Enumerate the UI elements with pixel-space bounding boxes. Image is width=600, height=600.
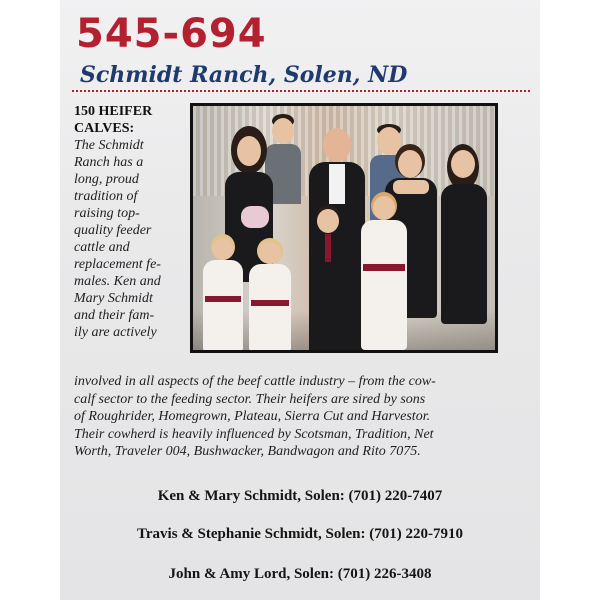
- intro-line: Ranch has a: [74, 155, 144, 170]
- intro-line: ily are actively: [74, 325, 157, 340]
- description-line: Worth, Traveler 004, Bushwacker, Bandwagon and Rito 7075.: [74, 444, 421, 459]
- description-line: of Roughrider, Homegrown, Plateau, Sierra Cut and Harvestor.: [74, 409, 431, 424]
- description-line: calf sector to the feeding sector. Their heifers are sired by sons: [74, 391, 426, 407]
- description-line: Their cowherd is heavily influenced by Scotsman, Tradition, Net: [74, 426, 434, 442]
- description-line: involved in all aspects of the beef cattle industry – from the cow-: [74, 374, 436, 389]
- photo-person: [435, 144, 491, 324]
- intro-line: quality feeder: [74, 223, 152, 238]
- lot-number: 545-694: [76, 11, 267, 57]
- description-text: [74, 373, 530, 461]
- photo-person: [247, 238, 293, 350]
- intro-line: The Schmidt: [74, 138, 144, 153]
- contact-line: John & Amy Lord, Solen: (701) 226-3408: [168, 566, 432, 582]
- contact-line: Ken & Mary Schmidt, Solen: (701) 220-7407: [157, 488, 443, 504]
- family-photo-image: [193, 106, 495, 350]
- intro-line: raising top-: [74, 206, 140, 221]
- intro-line: long, proud: [74, 172, 139, 187]
- photo-person: [359, 192, 409, 350]
- photo-person: [201, 234, 245, 349]
- intro-heading: 150 HEIFER CALVES:: [74, 104, 153, 136]
- intro-line: cattle and: [74, 240, 130, 255]
- intro-line: Mary Schmidt: [74, 291, 153, 306]
- ranch-ad-page: [60, 0, 540, 600]
- dotted-divider: [72, 90, 530, 92]
- photo-person: [307, 206, 349, 350]
- intro-line: tradition of: [74, 189, 138, 204]
- ranch-name: Schmidt Ranch, Solen, ND: [80, 62, 408, 88]
- intro-line: and their fam-: [74, 308, 155, 323]
- intro-line: males. Ken and: [74, 274, 161, 289]
- intro-block: [74, 103, 186, 341]
- intro-text: [74, 137, 186, 341]
- family-photo: [190, 103, 498, 353]
- contact-line: Travis & Stephanie Schmidt, Solen: (701) 220-7910: [137, 526, 463, 542]
- intro-line: replacement fe-: [74, 257, 161, 272]
